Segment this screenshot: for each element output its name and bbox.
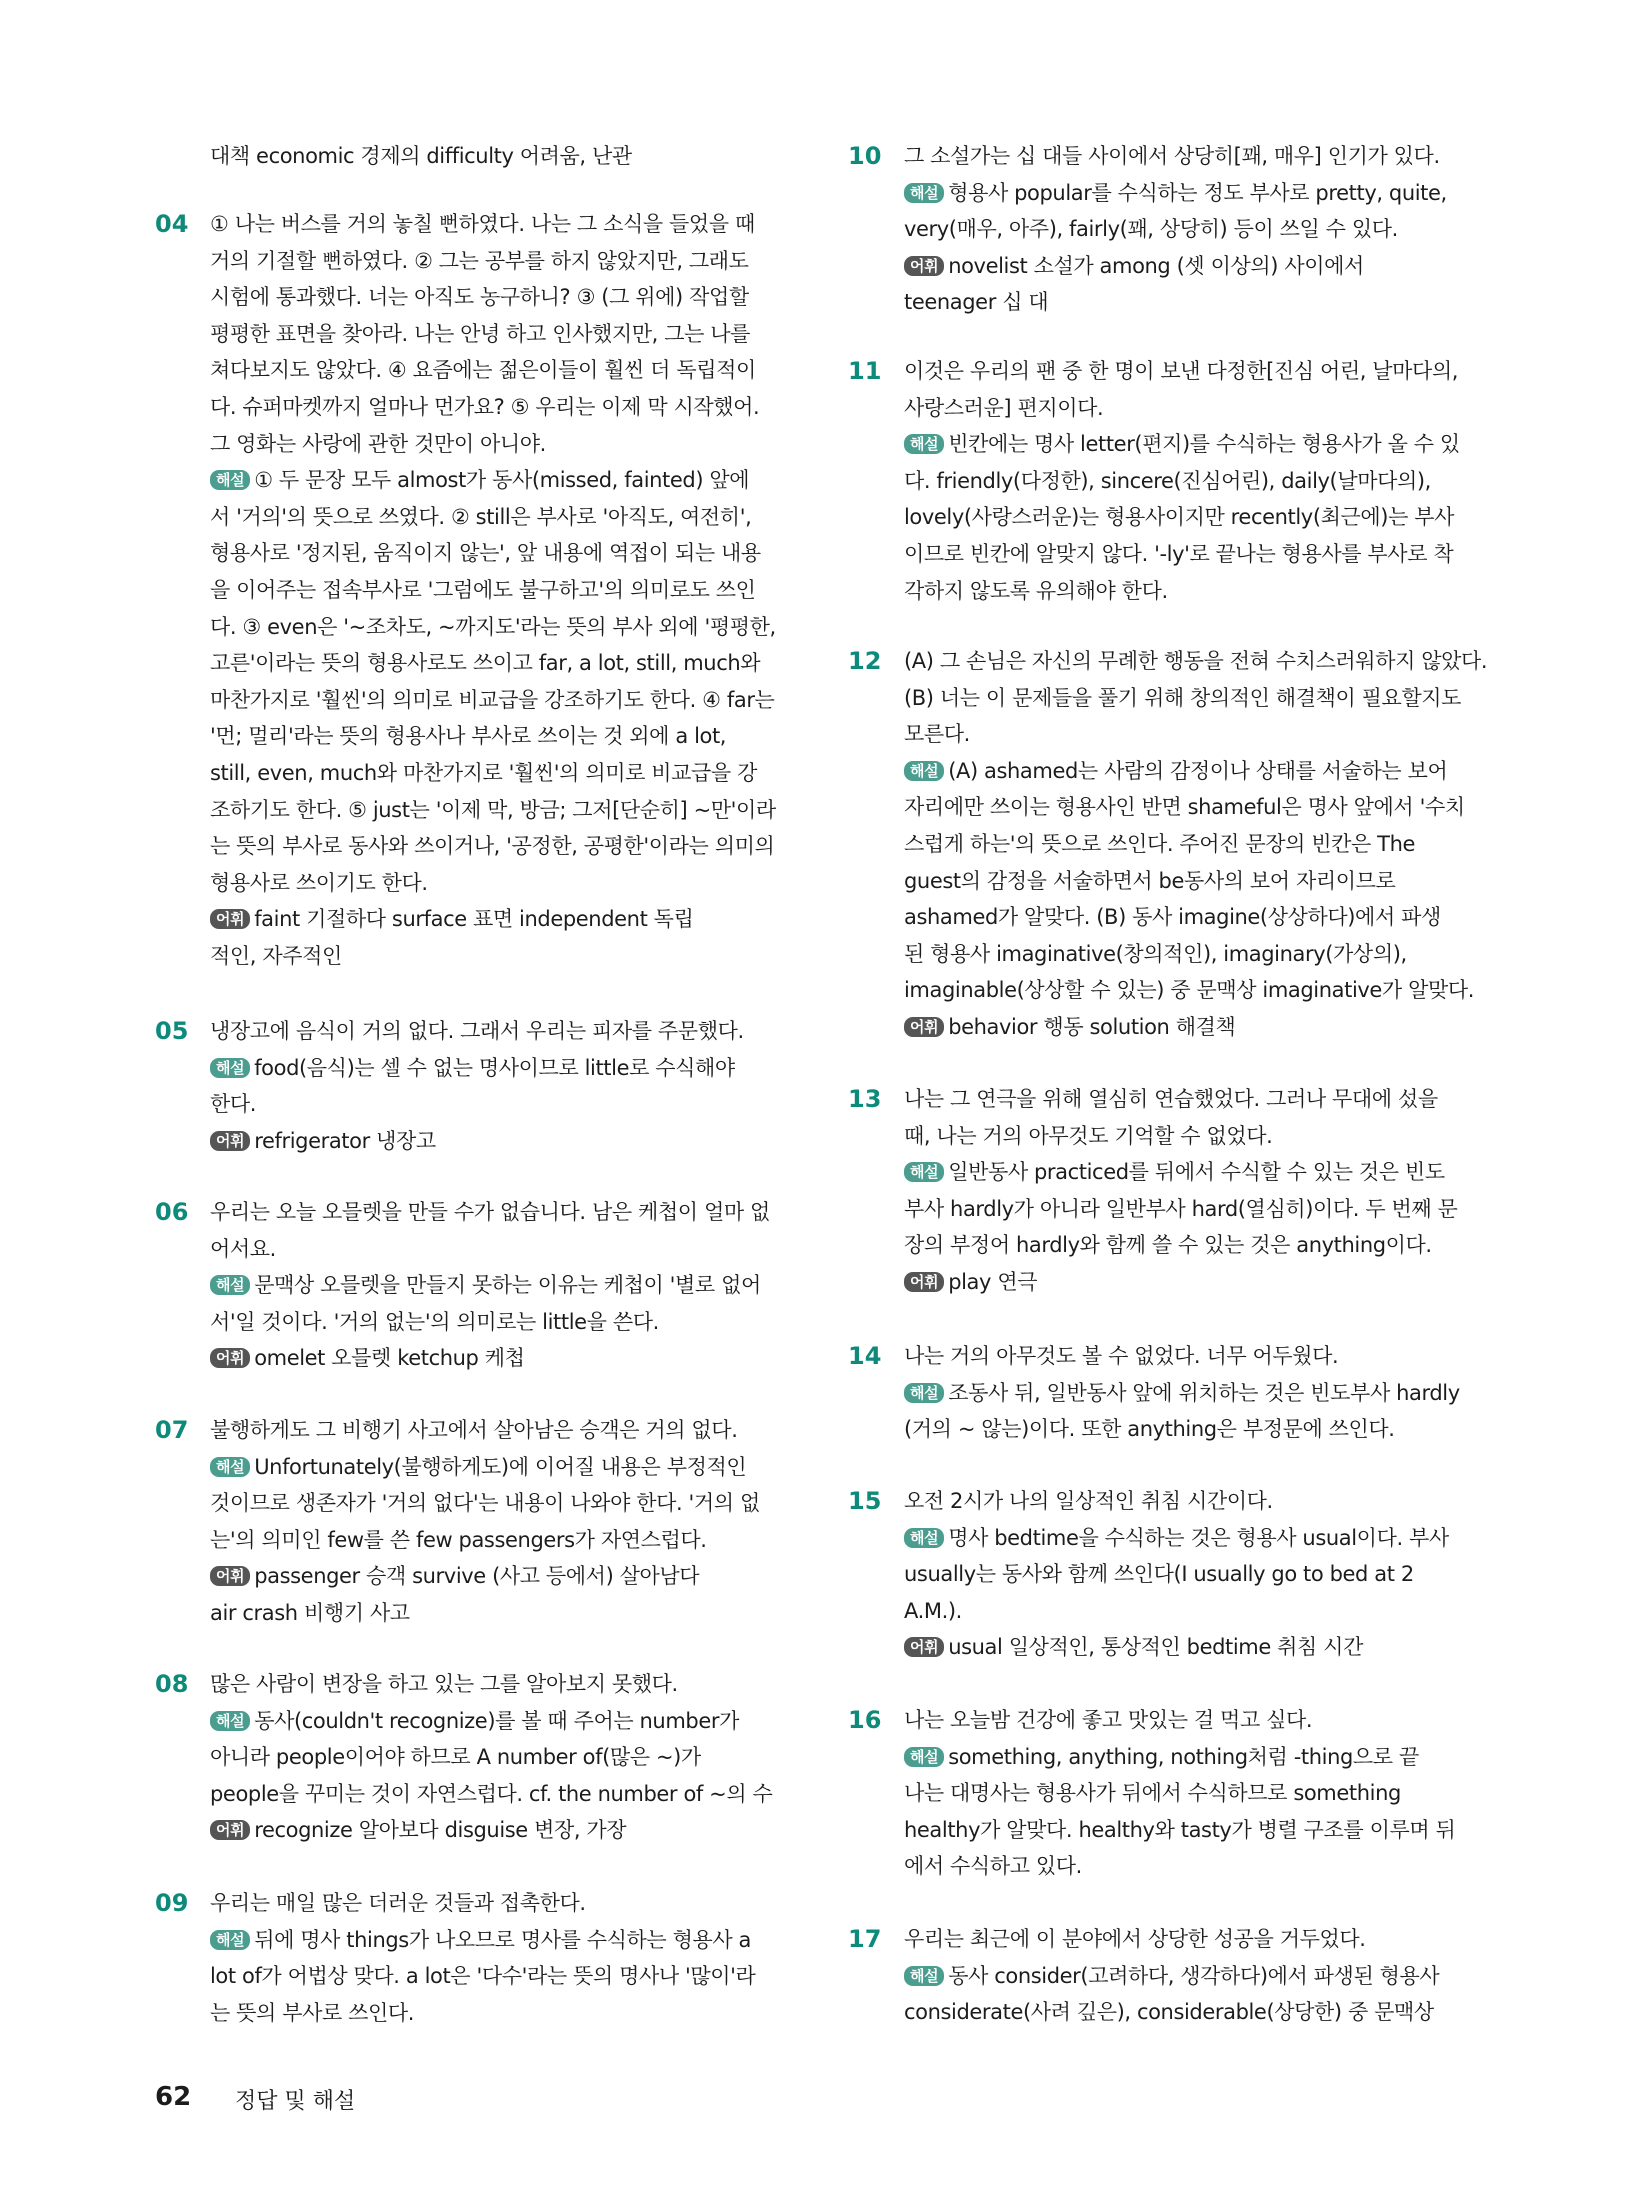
question-body	[210, 1412, 780, 1632]
line-text: behavior 행동 solution 해결책	[948, 1014, 1236, 1039]
line-text: 동사 consider(고려하다, 생각하다)에서 파생된 형용사	[948, 1963, 1440, 1988]
text-line	[210, 1958, 780, 1995]
question-number: 14	[848, 1342, 882, 1370]
line-text: 스럽게 하는'의 뜻으로 쓰인다. 주어진 문장의 빈칸은 The	[904, 831, 1416, 856]
explanation-badge: 해설	[904, 1383, 944, 1403]
line-text: omelet 오믈렛 ketchup 케첩	[254, 1346, 525, 1371]
text-line	[904, 1775, 1544, 1812]
vocabulary-badge: 어휘	[904, 1017, 944, 1037]
line-text: 그 영화는 사랑에 관한 것만이 아니야.	[210, 431, 546, 456]
question-number: 15	[848, 1487, 882, 1515]
text-line	[210, 1267, 780, 1304]
text-line	[210, 1231, 780, 1268]
text-line	[210, 938, 780, 975]
line-text: 서 '거의'의 뜻으로 쓰였다. ② still은 부사로 '아직도, 여전히',	[210, 504, 752, 529]
line-text: 서'일 것이다. '거의 없는'의 의미로는 little을 쓴다.	[210, 1309, 659, 1334]
text-line	[904, 1375, 1544, 1412]
line-text: 각하지 않도록 유의해야 한다.	[904, 578, 1168, 603]
line-text: 나는 대명사는 형용사가 뒤에서 수식하므로 something	[904, 1781, 1401, 1806]
question-number: 11	[848, 357, 882, 385]
text-line	[210, 1123, 780, 1160]
text-line	[904, 643, 1544, 680]
line-text: 그 소설가는 십 대들 사이에서 상당히[꽤, 매우] 인기가 있다.	[904, 144, 1440, 168]
line-text: very(매우, 아주), fairly(꽤, 상당히) 등이 쓰일 수 있다.	[904, 217, 1398, 242]
text-line	[210, 901, 780, 938]
vocabulary-badge: 어휘	[210, 1131, 250, 1151]
explanation-badge: 해설	[210, 1058, 250, 1078]
text-line	[904, 1483, 1544, 1520]
vocabulary-badge: 어휘	[210, 1566, 250, 1586]
line-text: A.M.).	[904, 1598, 962, 1623]
line-text: (B) 너는 이 문제들을 풀기 위해 창의적인 해결책이 필요할지도	[904, 685, 1462, 710]
question-body	[210, 206, 780, 974]
text-line	[904, 1009, 1544, 1046]
line-text: 쳐다보지도 않았다. ④ 요즘에는 젊은이들이 훨씬 더 독립적이	[210, 358, 756, 383]
text-line	[904, 390, 1544, 427]
vocabulary-badge: 어휘	[210, 1348, 250, 1368]
text-line	[904, 680, 1544, 717]
text-line	[904, 1081, 1544, 1118]
text-line	[210, 352, 780, 389]
vocabulary-badge: 어휘	[210, 909, 250, 929]
text-line	[210, 609, 780, 646]
vocabulary-badge: 어휘	[210, 1820, 250, 1840]
line-text: 조하기도 한다. ⑤ just는 '이제 막, 방금; 그저[단순히] ~만'이라	[210, 797, 776, 822]
line-text: people을 꾸미는 것이 자연스럽다. cf. the number of ~의 수	[210, 1781, 773, 1806]
line-text: 우리는 오늘 오믈렛을 만들 수가 없습니다. 남은 케첩이 얼마 없	[210, 1200, 770, 1224]
line-text: considerate(사려 깊은), considerable(상당한) 중 문맥상	[904, 2000, 1434, 2025]
line-text: lot of가 어법상 맞다. a lot은 '다수'라는 뜻의 명사나 '많이'라	[210, 1964, 756, 1989]
text-line	[904, 353, 1544, 390]
text-line	[210, 572, 780, 609]
line-text: guest의 감정을 서술하면서 be동사의 보어 자리이므로	[904, 868, 1396, 893]
text-line	[210, 1086, 780, 1123]
line-text: '먼; 멀리'라는 뜻의 형용사나 부사로 쓰이는 것 외에 a lot,	[210, 724, 727, 749]
text-line	[210, 1304, 780, 1341]
line-text: 다. friendly(다정한), sincere(진심어린), daily(날마다의),	[904, 468, 1431, 493]
line-text: imaginable(상상할 수 있는) 중 문맥상 imaginative가 알맞다.	[904, 978, 1475, 1003]
question-number: 05	[155, 1017, 189, 1045]
line-text: 한다.	[210, 1092, 257, 1117]
text-line	[210, 279, 780, 316]
line-text: 이것은 우리의 팬 중 한 명이 보낸 다정한[진심 어린, 날마다의,	[904, 359, 1459, 383]
text-line	[210, 718, 780, 755]
explanation-badge: 해설	[210, 1711, 250, 1731]
question-number: 17	[848, 1925, 882, 1953]
line-text: 장의 부정어 hardly와 함께 쓸 수 있는 것은 anything이다.	[904, 1233, 1432, 1258]
line-text: air crash 비행기 사고	[210, 1600, 410, 1625]
line-text: 에서 수식하고 있다.	[904, 1854, 1082, 1879]
line-text: Unfortunately(불행하게도)에 이어질 내용은 부정적인	[254, 1454, 747, 1479]
line-text: 오전 2시가 나의 일상적인 취침 시간이다.	[904, 1489, 1273, 1513]
line-text: 때, 나는 거의 아무것도 기억할 수 없었다.	[904, 1123, 1273, 1148]
line-text: 자리에만 쓰이는 형용사인 반면 shameful은 명사 앞에서 '수치	[904, 795, 1465, 820]
line-text: 형용사 popular를 수식하는 정도 부사로 pretty, quite,	[948, 180, 1447, 205]
line-text: 부사 hardly가 아니라 일반부사 hard(열심히)이다. 두 번째 문	[904, 1196, 1458, 1221]
question-body	[904, 1338, 1544, 1448]
vocabulary-badge: 어휘	[904, 1272, 944, 1292]
line-text: passenger 승객 survive (사고 등에서) 살아남다	[254, 1564, 700, 1589]
vocabulary-badge: 어휘	[904, 1637, 944, 1657]
line-text: 뒤에 명사 things가 나오므로 명사를 수식하는 형용사 a	[254, 1927, 751, 1952]
question-body	[904, 1702, 1544, 1885]
page-number: 62	[155, 2082, 192, 2112]
line-text: 빈칸에는 명사 letter(편지)를 수식하는 형용사가 올 수 있	[948, 432, 1460, 457]
text-line	[210, 1922, 780, 1959]
text-line	[210, 1522, 780, 1559]
text-line	[904, 1921, 1544, 1958]
line-text: recognize 알아보다 disguise 변장, 가장	[254, 1818, 627, 1843]
question-number: 16	[848, 1706, 882, 1734]
text-line	[904, 1812, 1544, 1849]
question-body	[210, 1194, 780, 1377]
line-text: 다. ③ even은 '~조차도, ~까지도'라는 뜻의 부사 외에 '평평한,	[210, 614, 776, 639]
line-text: faint 기절하다 surface 표면 independent 독립	[254, 907, 694, 932]
question-number: 10	[848, 142, 882, 170]
text-line	[210, 828, 780, 865]
line-text: (A) 그 손님은 자신의 무례한 행동을 전혀 수치스러워하지 않았다.	[904, 649, 1488, 673]
question-number: 04	[155, 210, 189, 238]
text-line	[210, 865, 780, 902]
text-line	[210, 1666, 780, 1703]
text-line	[210, 426, 780, 463]
text-line	[904, 1958, 1544, 1995]
line-text: 는'의 의미인 few를 쓴 few passengers가 자연스럽다.	[210, 1527, 707, 1552]
line-text: 사랑스러운] 편지이다.	[904, 395, 1104, 420]
text-line	[904, 1154, 1544, 1191]
vocabulary-badge: 어휘	[904, 256, 944, 276]
line-text: healthy가 알맞다. healthy와 tasty가 병렬 구조를 이루며 뒤	[904, 1817, 1456, 1842]
text-line	[904, 1848, 1544, 1885]
text-line	[904, 936, 1544, 973]
line-text: 형용사로 '정지된, 움직이지 않는', 앞 내용에 역접이 되는 내용	[210, 541, 761, 566]
line-text: 아니라 people이어야 하므로 A number of(많은 ~)가	[210, 1745, 701, 1770]
text-line	[210, 1595, 780, 1632]
question-number: 08	[155, 1670, 189, 1698]
text-line	[210, 792, 780, 829]
line-text: 나는 오늘밤 건강에 좋고 맛있는 걸 먹고 싶다.	[904, 1708, 1313, 1732]
explanation-badge: 해설	[904, 183, 944, 203]
text-line	[210, 1412, 780, 1449]
line-text: 거의 기절할 뻔하였다. ② 그는 공부를 하지 않았지만, 그래도	[210, 248, 749, 273]
explanation-badge: 해설	[904, 434, 944, 454]
line-text: ① 나는 버스를 거의 놓칠 뻔하였다. 나는 그 소식을 들었을 때	[210, 212, 755, 236]
text-line	[210, 1449, 780, 1486]
text-line	[210, 206, 780, 243]
text-line	[904, 1338, 1544, 1375]
explanation-badge: 해설	[210, 1275, 250, 1295]
line-text: 것이므로 생존자가 '거의 없다'는 내용이 나와야 한다. '거의 없	[210, 1491, 760, 1516]
text-line	[904, 1556, 1544, 1593]
text-line	[904, 1629, 1544, 1666]
question-number: 09	[155, 1889, 189, 1917]
line-text: teenager 십 대	[904, 290, 1049, 315]
text-line	[904, 426, 1544, 463]
line-text: still, even, much와 마찬가지로 '훨씬'의 의미로 비교급을 강	[210, 760, 757, 785]
line-text: 조동사 뒤, 일반동사 앞에 위치하는 것은 빈도부사 hardly	[948, 1380, 1460, 1405]
line-text: 이므로 빈칸에 알맞지 않다. '-ly'로 끝나는 형용사를 부사로 착	[904, 541, 1454, 566]
line-text: 다. 슈퍼마켓까지 얼마나 먼가요? ⑤ 우리는 이제 막 시작했어.	[210, 394, 760, 419]
text-line	[210, 499, 780, 536]
question-body	[210, 138, 780, 175]
line-text: 고른'이라는 뜻의 형용사로도 쓰이고 far, a lot, still, much와	[210, 651, 761, 676]
explanation-badge: 해설	[210, 1930, 250, 1950]
text-line	[904, 284, 1544, 321]
line-text: food(음식)는 셀 수 없는 명사이므로 little로 수식해야	[254, 1055, 735, 1080]
question-number: 06	[155, 1198, 189, 1226]
line-text: ashamed가 알맞다. (B) 동사 imagine(상상하다)에서 파생	[904, 905, 1441, 930]
question-body	[210, 1013, 780, 1159]
text-line	[904, 899, 1544, 936]
text-line	[904, 573, 1544, 610]
text-line	[210, 1013, 780, 1050]
text-line	[210, 1194, 780, 1231]
question-body	[904, 1483, 1544, 1666]
line-text: 시험에 통과했다. 너는 아직도 농구하니? ③ (그 위에) 작업할	[210, 285, 749, 310]
question-number: 07	[155, 1416, 189, 1444]
line-text: something, anything, nothing처럼 -thing으로 끝	[948, 1744, 1419, 1769]
line-text: ① 두 문장 모두 almost가 동사(missed, fainted) 앞에	[254, 468, 750, 493]
text-line	[210, 1558, 780, 1595]
line-text: 많은 사람이 변장을 하고 있는 그를 알아보지 못했다.	[210, 1672, 678, 1696]
line-text: novelist 소설가 among (셋 이상의) 사이에서	[948, 253, 1364, 278]
text-line	[904, 211, 1544, 248]
line-text: 나는 그 연극을 위해 열심히 연습했었다. 그러나 무대에 섰을	[904, 1087, 1438, 1111]
question-body	[904, 353, 1544, 609]
text-line	[904, 1739, 1544, 1776]
text-line	[904, 1227, 1544, 1264]
text-line	[904, 1411, 1544, 1448]
line-text: 는 뜻의 부사로 동사와 쓰이거나, '공정한, 공평한'이라는 의미의	[210, 834, 775, 859]
text-line	[210, 1340, 780, 1377]
text-line	[210, 1812, 780, 1849]
text-line	[904, 753, 1544, 790]
text-line	[210, 138, 780, 175]
explanation-badge: 해설	[210, 1457, 250, 1477]
text-line	[210, 389, 780, 426]
question-body	[904, 138, 1544, 321]
line-text: 우리는 최근에 이 분야에서 상당한 성공을 거두었다.	[904, 1927, 1366, 1951]
line-text: 문맥상 오믈렛을 만들지 못하는 이유는 케첩이 '별로 없어	[254, 1273, 761, 1298]
text-line	[904, 1520, 1544, 1557]
line-text: 모른다.	[904, 722, 970, 747]
text-line	[210, 243, 780, 280]
text-line	[904, 1994, 1544, 2031]
line-text: play 연극	[948, 1269, 1038, 1294]
text-line	[904, 826, 1544, 863]
text-line	[904, 536, 1544, 573]
line-text: 평평한 표면을 찾아라. 나는 안녕 하고 인사했지만, 그는 나를	[210, 321, 751, 346]
line-text: (거의 ~ 않는)이다. 또한 anything은 부정문에 쓰인다.	[904, 1417, 1395, 1442]
line-text: 동사(couldn't recognize)를 볼 때 주어는 number가	[254, 1708, 739, 1733]
text-line	[210, 462, 780, 499]
line-text: 우리는 매일 많은 더러운 것들과 접촉한다.	[210, 1891, 586, 1915]
explanation-badge: 해설	[210, 470, 250, 490]
line-text: refrigerator 냉장고	[254, 1128, 436, 1153]
text-line	[904, 138, 1544, 175]
text-line	[210, 645, 780, 682]
text-line	[904, 716, 1544, 753]
text-line	[210, 1739, 780, 1776]
line-text: 형용사로 쓰이기도 한다.	[210, 870, 428, 895]
line-text: 냉장고에 음식이 거의 없다. 그래서 우리는 피자를 주문했다.	[210, 1019, 744, 1043]
line-text: 불행하게도 그 비행기 사고에서 살아남은 승객은 거의 없다.	[210, 1418, 738, 1442]
line-text: 일반동사 practiced를 뒤에서 수식할 수 있는 것은 빈도	[948, 1160, 1445, 1185]
question-body	[904, 1081, 1544, 1301]
text-line	[210, 1776, 780, 1813]
text-line	[904, 1118, 1544, 1155]
line-text: lovely(사랑스러운)는 형용사이지만 recently(최근에)는 부사	[904, 505, 1455, 530]
question-body	[904, 643, 1544, 1046]
line-text: 된 형용사 imaginative(창의적인), imaginary(가상의),	[904, 941, 1407, 966]
text-line	[904, 463, 1544, 500]
text-line	[904, 1593, 1544, 1630]
line-text: usually는 동사와 함께 쓰인다(I usually go to bed at 2	[904, 1562, 1414, 1587]
question-body	[210, 1885, 780, 2031]
text-line	[904, 1264, 1544, 1301]
text-line	[904, 248, 1544, 285]
line-text: (A) ashamed는 사람의 감정이나 상태를 서술하는 보어	[948, 758, 1448, 783]
question-body	[210, 1666, 780, 1849]
line-text: usual 일상적인, 통상적인 bedtime 취침 시간	[948, 1635, 1363, 1660]
text-line	[210, 755, 780, 792]
line-text: 대책 economic 경제의 difficulty 어려움, 난관	[210, 144, 632, 168]
question-body	[904, 1921, 1544, 2031]
text-line	[904, 972, 1544, 1009]
explanation-badge: 해설	[904, 1528, 944, 1548]
line-text: 마찬가지로 '훨씬'의 의미로 비교급을 강조하기도 한다. ④ far는	[210, 687, 775, 712]
question-number: 13	[848, 1085, 882, 1113]
text-line	[904, 1702, 1544, 1739]
text-line	[210, 1485, 780, 1522]
question-number: 12	[848, 647, 882, 675]
line-text: 명사 bedtime을 수식하는 것은 형용사 usual이다. 부사	[948, 1525, 1449, 1550]
line-text: 을 이어주는 접속부사로 '그럼에도 불구하고'의 의미로도 쓰인	[210, 577, 756, 602]
text-line	[210, 535, 780, 572]
text-line	[904, 175, 1544, 212]
text-line	[210, 1995, 780, 2032]
text-line	[904, 499, 1544, 536]
explanation-badge: 해설	[904, 761, 944, 781]
text-line	[210, 1050, 780, 1087]
line-text: 나는 거의 아무것도 볼 수 없었다. 너무 어두웠다.	[904, 1344, 1339, 1368]
text-line	[210, 682, 780, 719]
footer-label: 정답 및 해설	[235, 2089, 356, 2114]
line-text: 어서요.	[210, 1236, 276, 1261]
text-line	[904, 789, 1544, 826]
text-line	[904, 1191, 1544, 1228]
line-text: 는 뜻의 부사로 쓰인다.	[210, 2000, 415, 2025]
explanation-badge: 해설	[904, 1966, 944, 1986]
explanation-badge: 해설	[904, 1162, 944, 1182]
text-line	[210, 1885, 780, 1922]
line-text: 적인, 자주적인	[210, 943, 342, 968]
text-line	[210, 1703, 780, 1740]
explanation-badge: 해설	[904, 1747, 944, 1767]
text-line	[210, 316, 780, 353]
text-line	[904, 863, 1544, 900]
